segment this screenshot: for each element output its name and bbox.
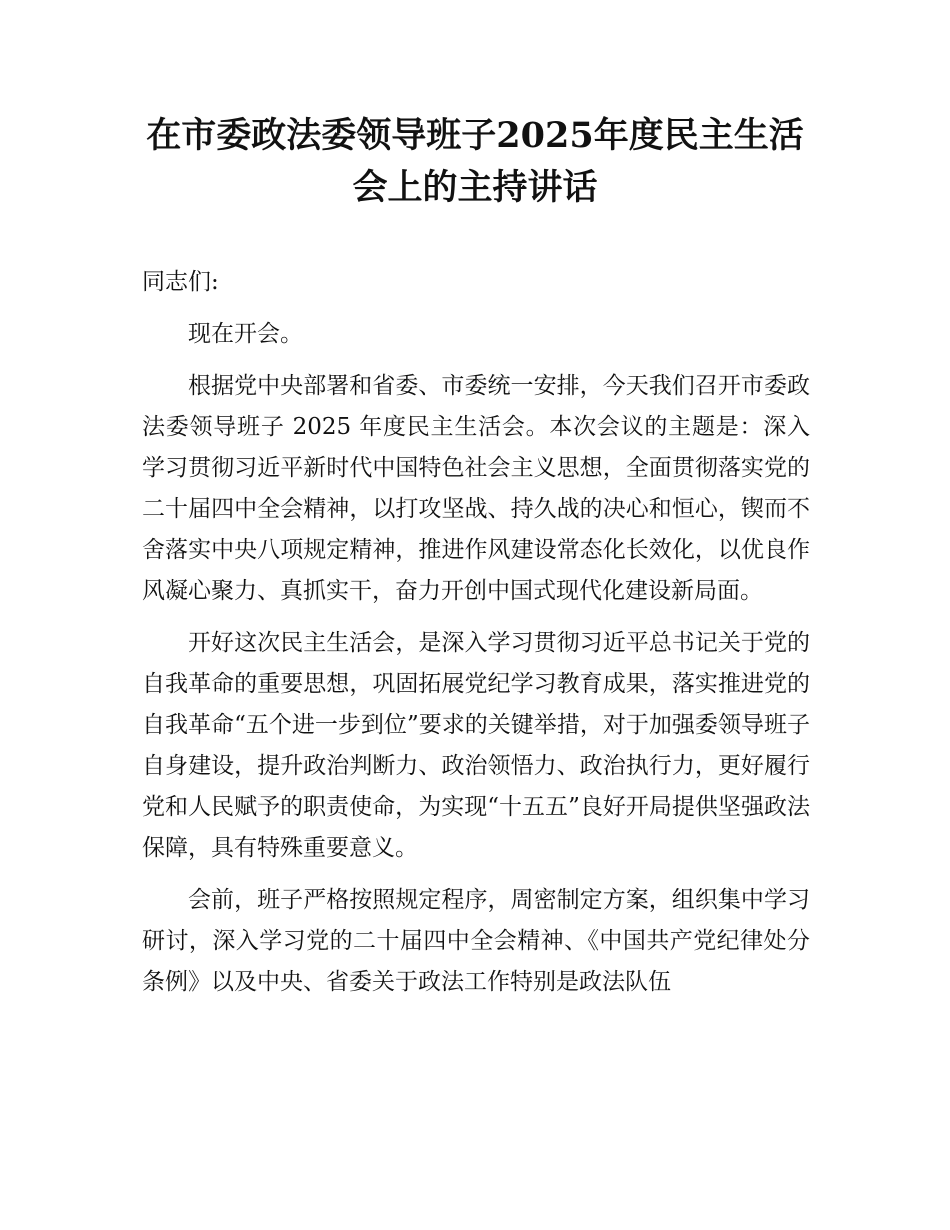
paragraph-opening: 现在开会。: [188, 321, 303, 347]
document-title: 在市委政法委领导班子2025年度民主生活会上的主持讲话: [146, 115, 804, 208]
paragraph-preparation: 会前，班子严格按照规定程序，周密制定方案，组织集中学习研讨，深入学习党的二十届四中全会精神、《中国共产党纪律处分条例》以及中央、省委关于政法工作特别是政法队伍: [142, 887, 810, 995]
salutation: 同志们:: [142, 269, 219, 295]
paragraph-meeting-theme: 根据党中央部署和省委、市委统一安排，今天我们召开市委政法委领导班子 2025 年度民主生活会。本次会议的主题是：深入学习贯彻习近平新时代中国特色社会主义思想，全面贯彻落实党的二十届四中全会精神，以打攻坚战、持久战的决心和恒心，锲而不舍落实中央八项规定精神，推进作风建设常态化长效化，以优良作风凝心聚力、真抓实干，奋力开创中国式现代化建设新局面。: [142, 373, 810, 604]
paragraph-significance: 开好这次民主生活会，是深入学习贯彻习近平总书记关于党的自我革命的重要思想，巩固拓展党纪学习教育成果，落实推进党的自我革命“五个进一步到位”要求的关键举措，对于加强委领导班子自身建设，提升政治判断力、政治领悟力、政治执行力，更好履行党和人民赋予的职责使命，为实现“十五五”良好开局提供坚强政法保障，具有特殊重要意义。: [142, 630, 810, 861]
document-body: [142, 262, 810, 1014]
